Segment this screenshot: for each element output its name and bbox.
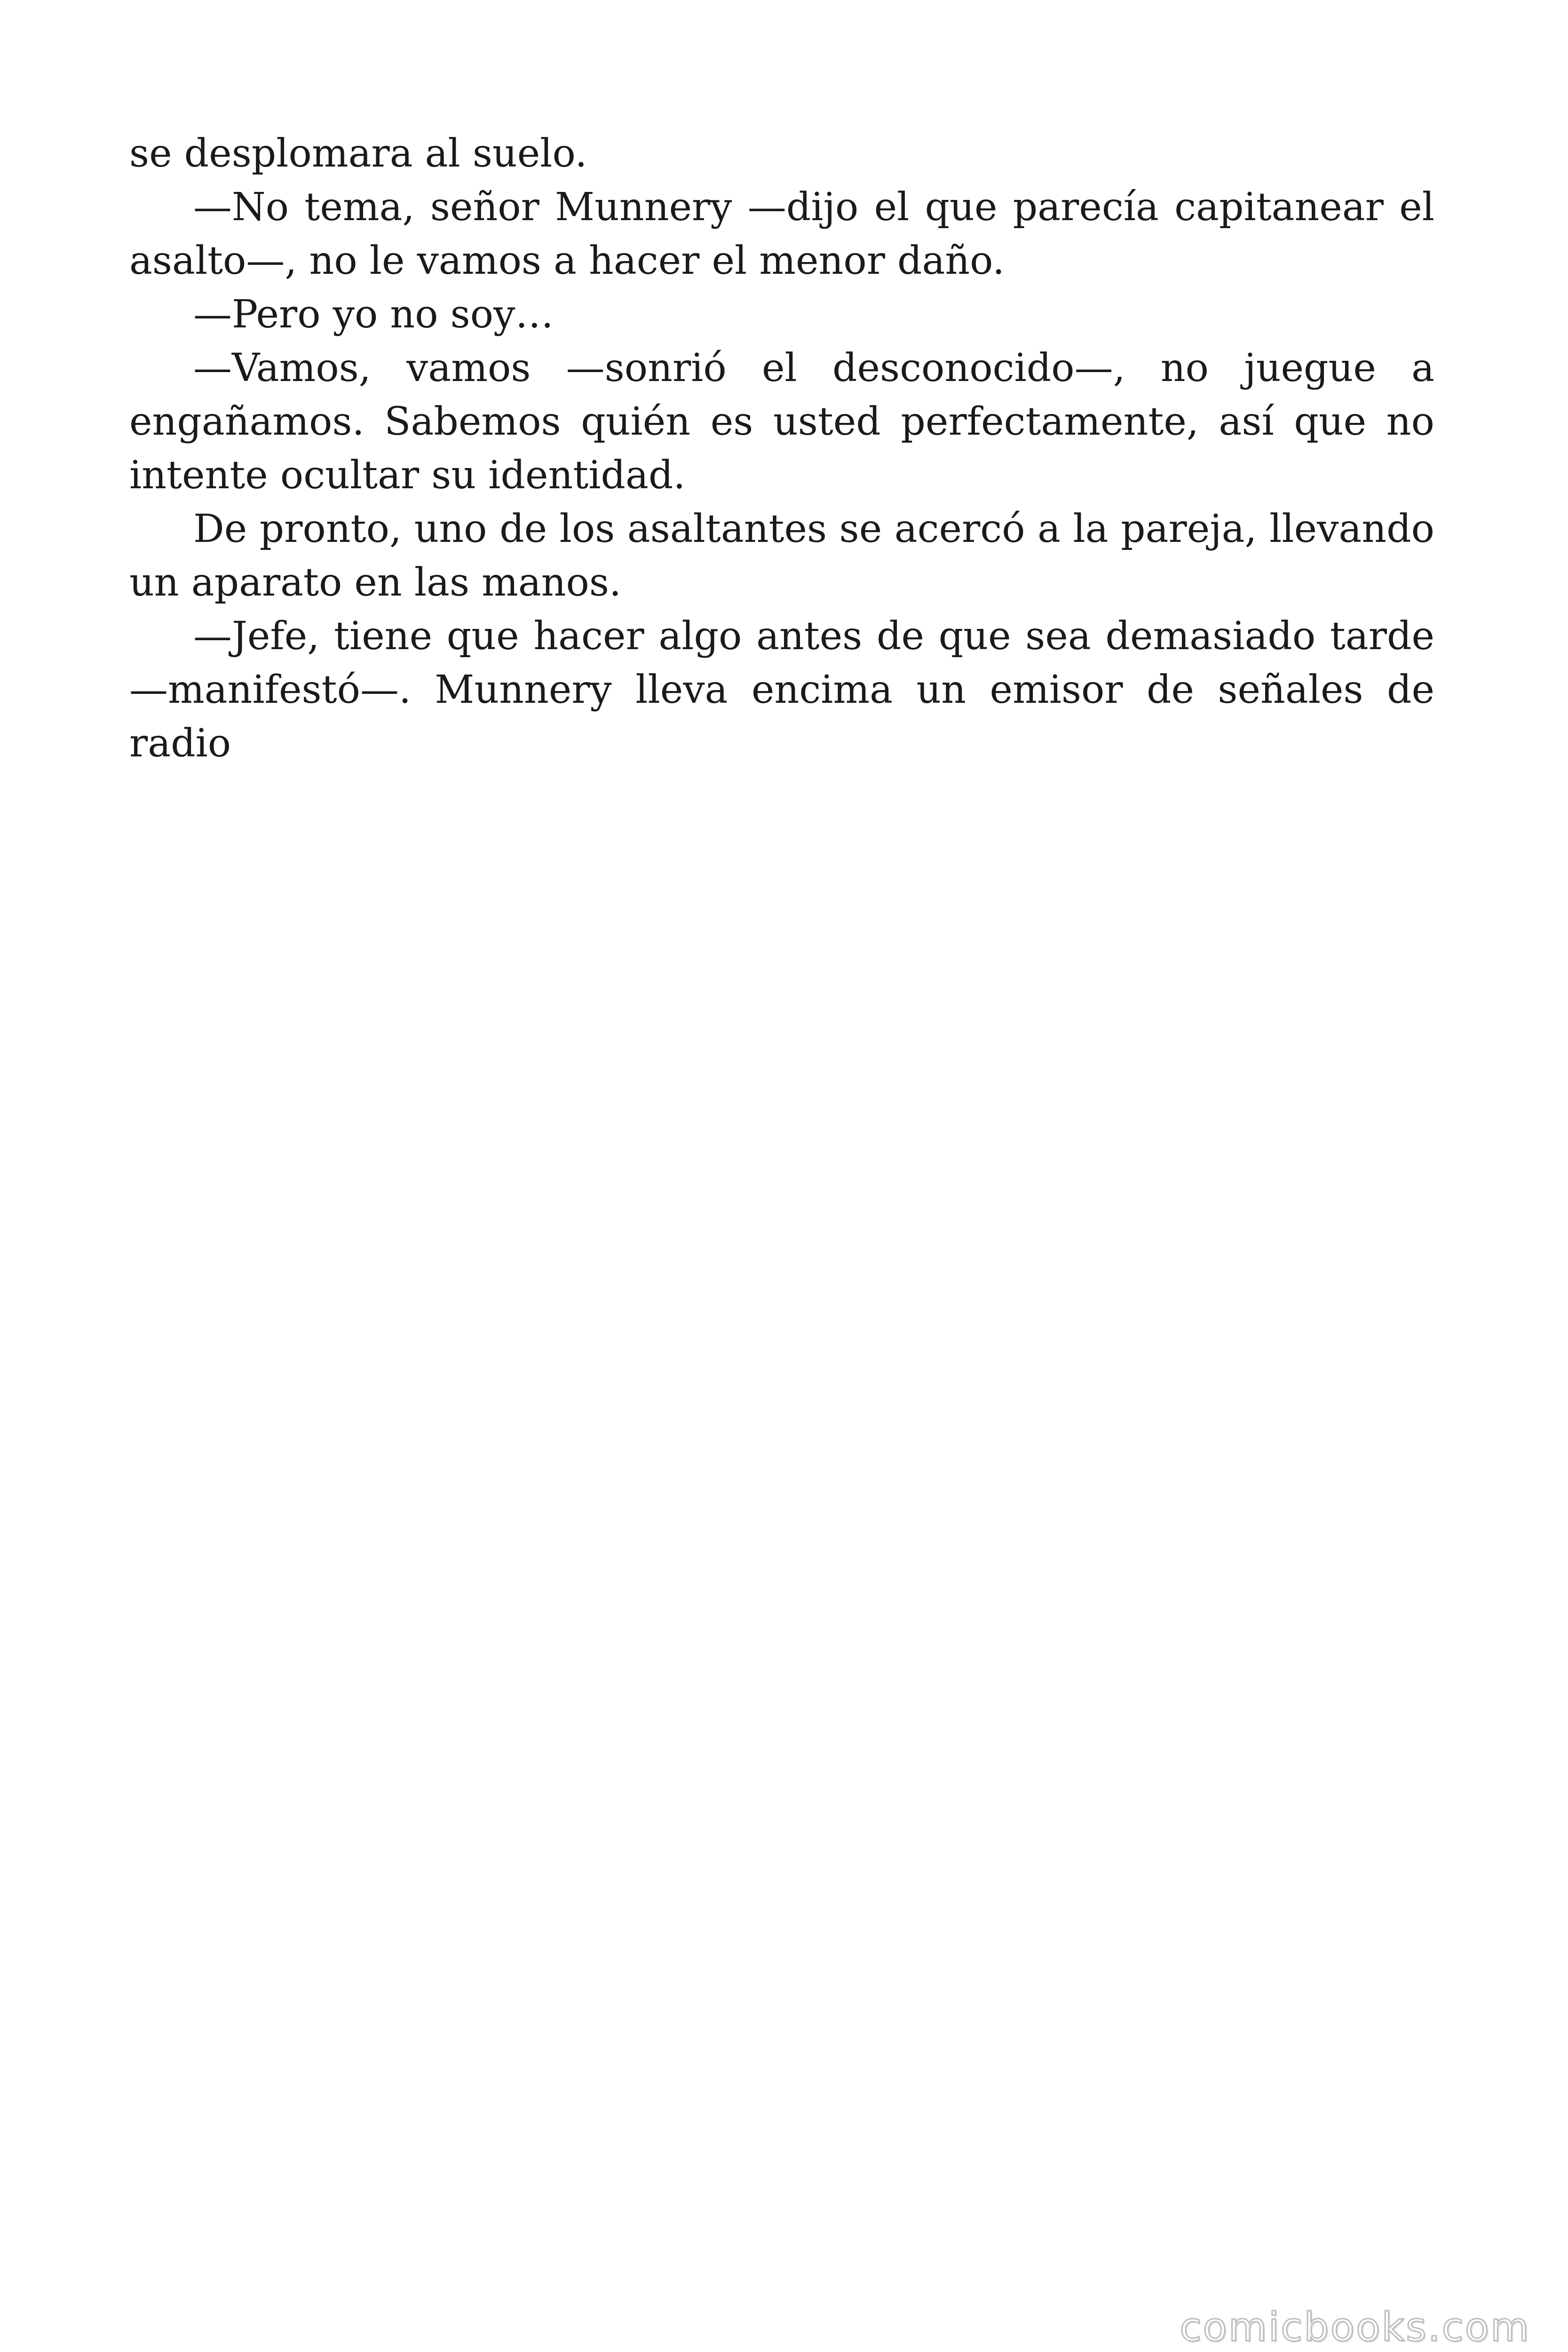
watermark-logo: comicbooks.com <box>1180 2304 1530 2350</box>
body-text <box>129 127 1434 771</box>
paragraph-dialogue-jefe: —Jefe, tiene que hacer algo antes de que sea demasiado tarde —manifestó—. Munnery lleva encima un emisor de señales de radio <box>129 614 1434 766</box>
paragraph-continuation: se desplomara al suelo. <box>129 131 587 176</box>
paragraph-dialogue-vamos: —Vamos, vamos —sonrió el desconocido—, no juegue a engañamos. Sabemos quién es usted perfectamente, así que no intente ocultar su identidad. <box>129 346 1434 498</box>
paragraph-dialogue-no-tema: —No tema, señor Munnery —dijo el que parecía capitanear el asalto—, no le vamos a hacer el menor daño. <box>129 185 1434 283</box>
paragraph-dialogue-pero-yo: —Pero yo no soy… <box>193 292 554 337</box>
paragraph-narration-de-pronto: De pronto, uno de los asaltantes se acercó a la pareja, llevando un aparato en las manos. <box>129 507 1434 605</box>
